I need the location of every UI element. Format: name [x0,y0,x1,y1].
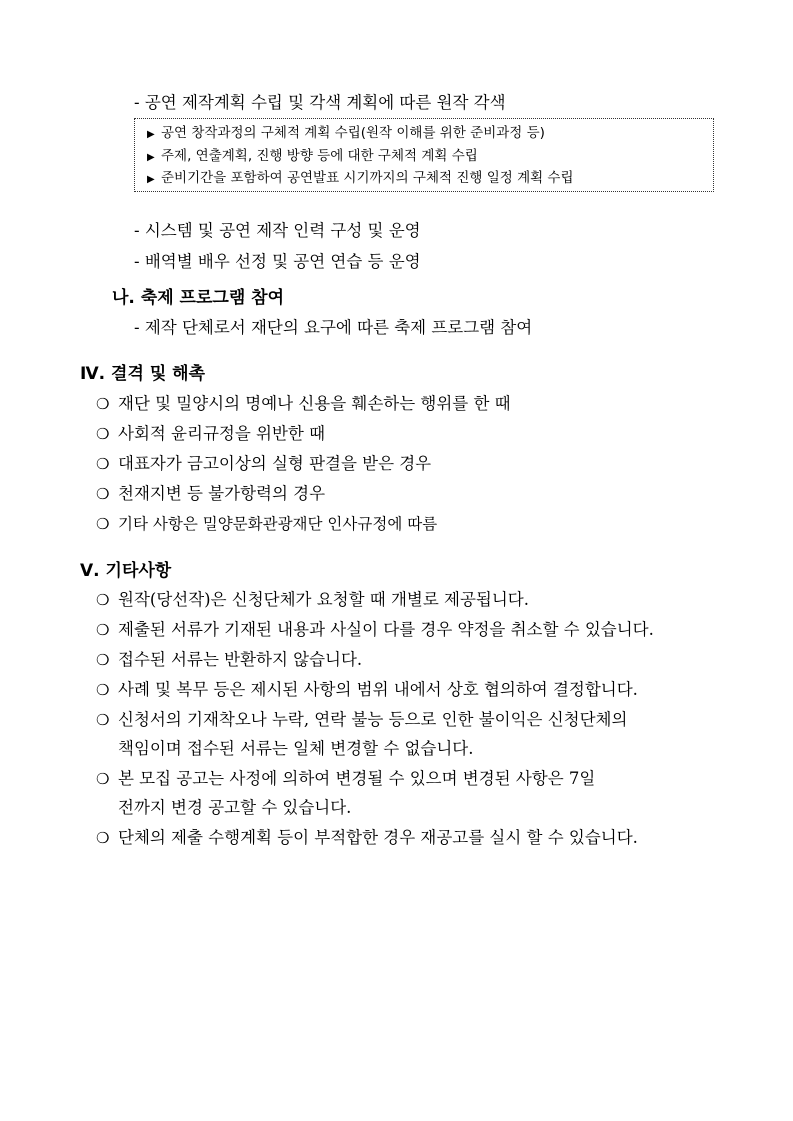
circle-bullet-icon: ❍ [96,621,110,639]
staff-dash-line: - 시스템 및 공연 제작 인력 구성 및 운영 [134,221,421,240]
triangle-bullet-icon: ▶ [147,129,155,140]
festival-dash-line: - 제작 단체로서 재단의 요구에 따른 축제 프로그램 참여 [134,318,533,337]
list-item: ❍ 제출된 서류가 기재된 내용과 사실이 다를 경우 약정을 취소할 수 있습니다. [96,620,654,639]
subsection-title: 나. 축제 프로그램 참여 [112,288,285,308]
list-item: ❍ 신청서의 기재착오나 누락, 연락 불능 등으로 인한 불이익은 신청단체의 [96,710,628,729]
circle-bullet-icon: ❍ [96,829,110,847]
list-item: ❍ 천재지변 등 불가항력의 경우 [96,484,326,503]
list-item: ❍ 접수된 서류는 반환하지 않습니다. [96,650,363,669]
list-item-continuation: 책임이며 접수된 서류는 일체 변경할 수 없습니다. [118,739,474,758]
box-item: ▶ 공연 창작과정의 구체적 계획 수립(원작 이해를 위한 준비과정 등) [147,124,545,144]
section-title: Ⅳ. 결격 및 해촉 [80,364,205,384]
circle-bullet-icon: ❍ [96,770,110,788]
casting-dash-line: - 배역별 배우 선정 및 공연 연습 등 운영 [134,252,421,271]
triangle-bullet-icon: ▶ [147,174,155,185]
list-item: ❍ 원작(당선작)은 신청단체가 요청할 때 개별로 제공됩니다. [96,590,529,609]
plan-dash-line: - 공연 제작계획 수립 및 각색 계획에 따른 원작 각색 [134,93,506,112]
circle-bullet-icon: ❍ [96,485,110,503]
circle-bullet-icon: ❍ [96,515,110,533]
list-item: ❍ 기타 사항은 밀양문화관광재단 인사규정에 따름 [96,515,438,533]
circle-bullet-icon: ❍ [96,395,110,413]
triangle-bullet-icon: ▶ [147,152,155,163]
box-item: ▶ 준비기간을 포함하여 공연발표 시기까지의 구체적 진행 일정 계획 수립 [147,169,574,189]
circle-bullet-icon: ❍ [96,651,110,669]
plan-detail-box [134,118,714,192]
list-item: ❍ 본 모집 공고는 사정에 의하여 변경될 수 있으며 변경된 사항은 7일 [96,769,596,788]
circle-bullet-icon: ❍ [96,425,110,443]
list-item-continuation: 전까지 변경 공고할 수 있습니다. [118,798,352,817]
circle-bullet-icon: ❍ [96,681,110,699]
list-item: ❍ 단체의 제출 수행계획 등이 부적합한 경우 재공고를 실시 할 수 있습니다. [96,828,638,847]
circle-bullet-icon: ❍ [96,455,110,473]
circle-bullet-icon: ❍ [96,711,110,729]
list-item: ❍ 사례 및 복무 등은 제시된 사항의 범위 내에서 상호 협의하여 결정합니다. [96,680,638,699]
circle-bullet-icon: ❍ [96,591,110,609]
list-item: ❍ 사회적 윤리규정을 위반한 때 [96,424,326,443]
section-title: Ⅴ. 기타사항 [80,561,172,581]
list-item: ❍ 재단 및 밀양시의 명예나 신용을 훼손하는 행위를 한 때 [96,394,511,413]
box-item: ▶ 주제, 연출계획, 진행 방향 등에 대한 구체적 계획 수립 [147,147,478,167]
list-item: ❍ 대표자가 금고이상의 실형 판결을 받은 경우 [96,454,432,473]
